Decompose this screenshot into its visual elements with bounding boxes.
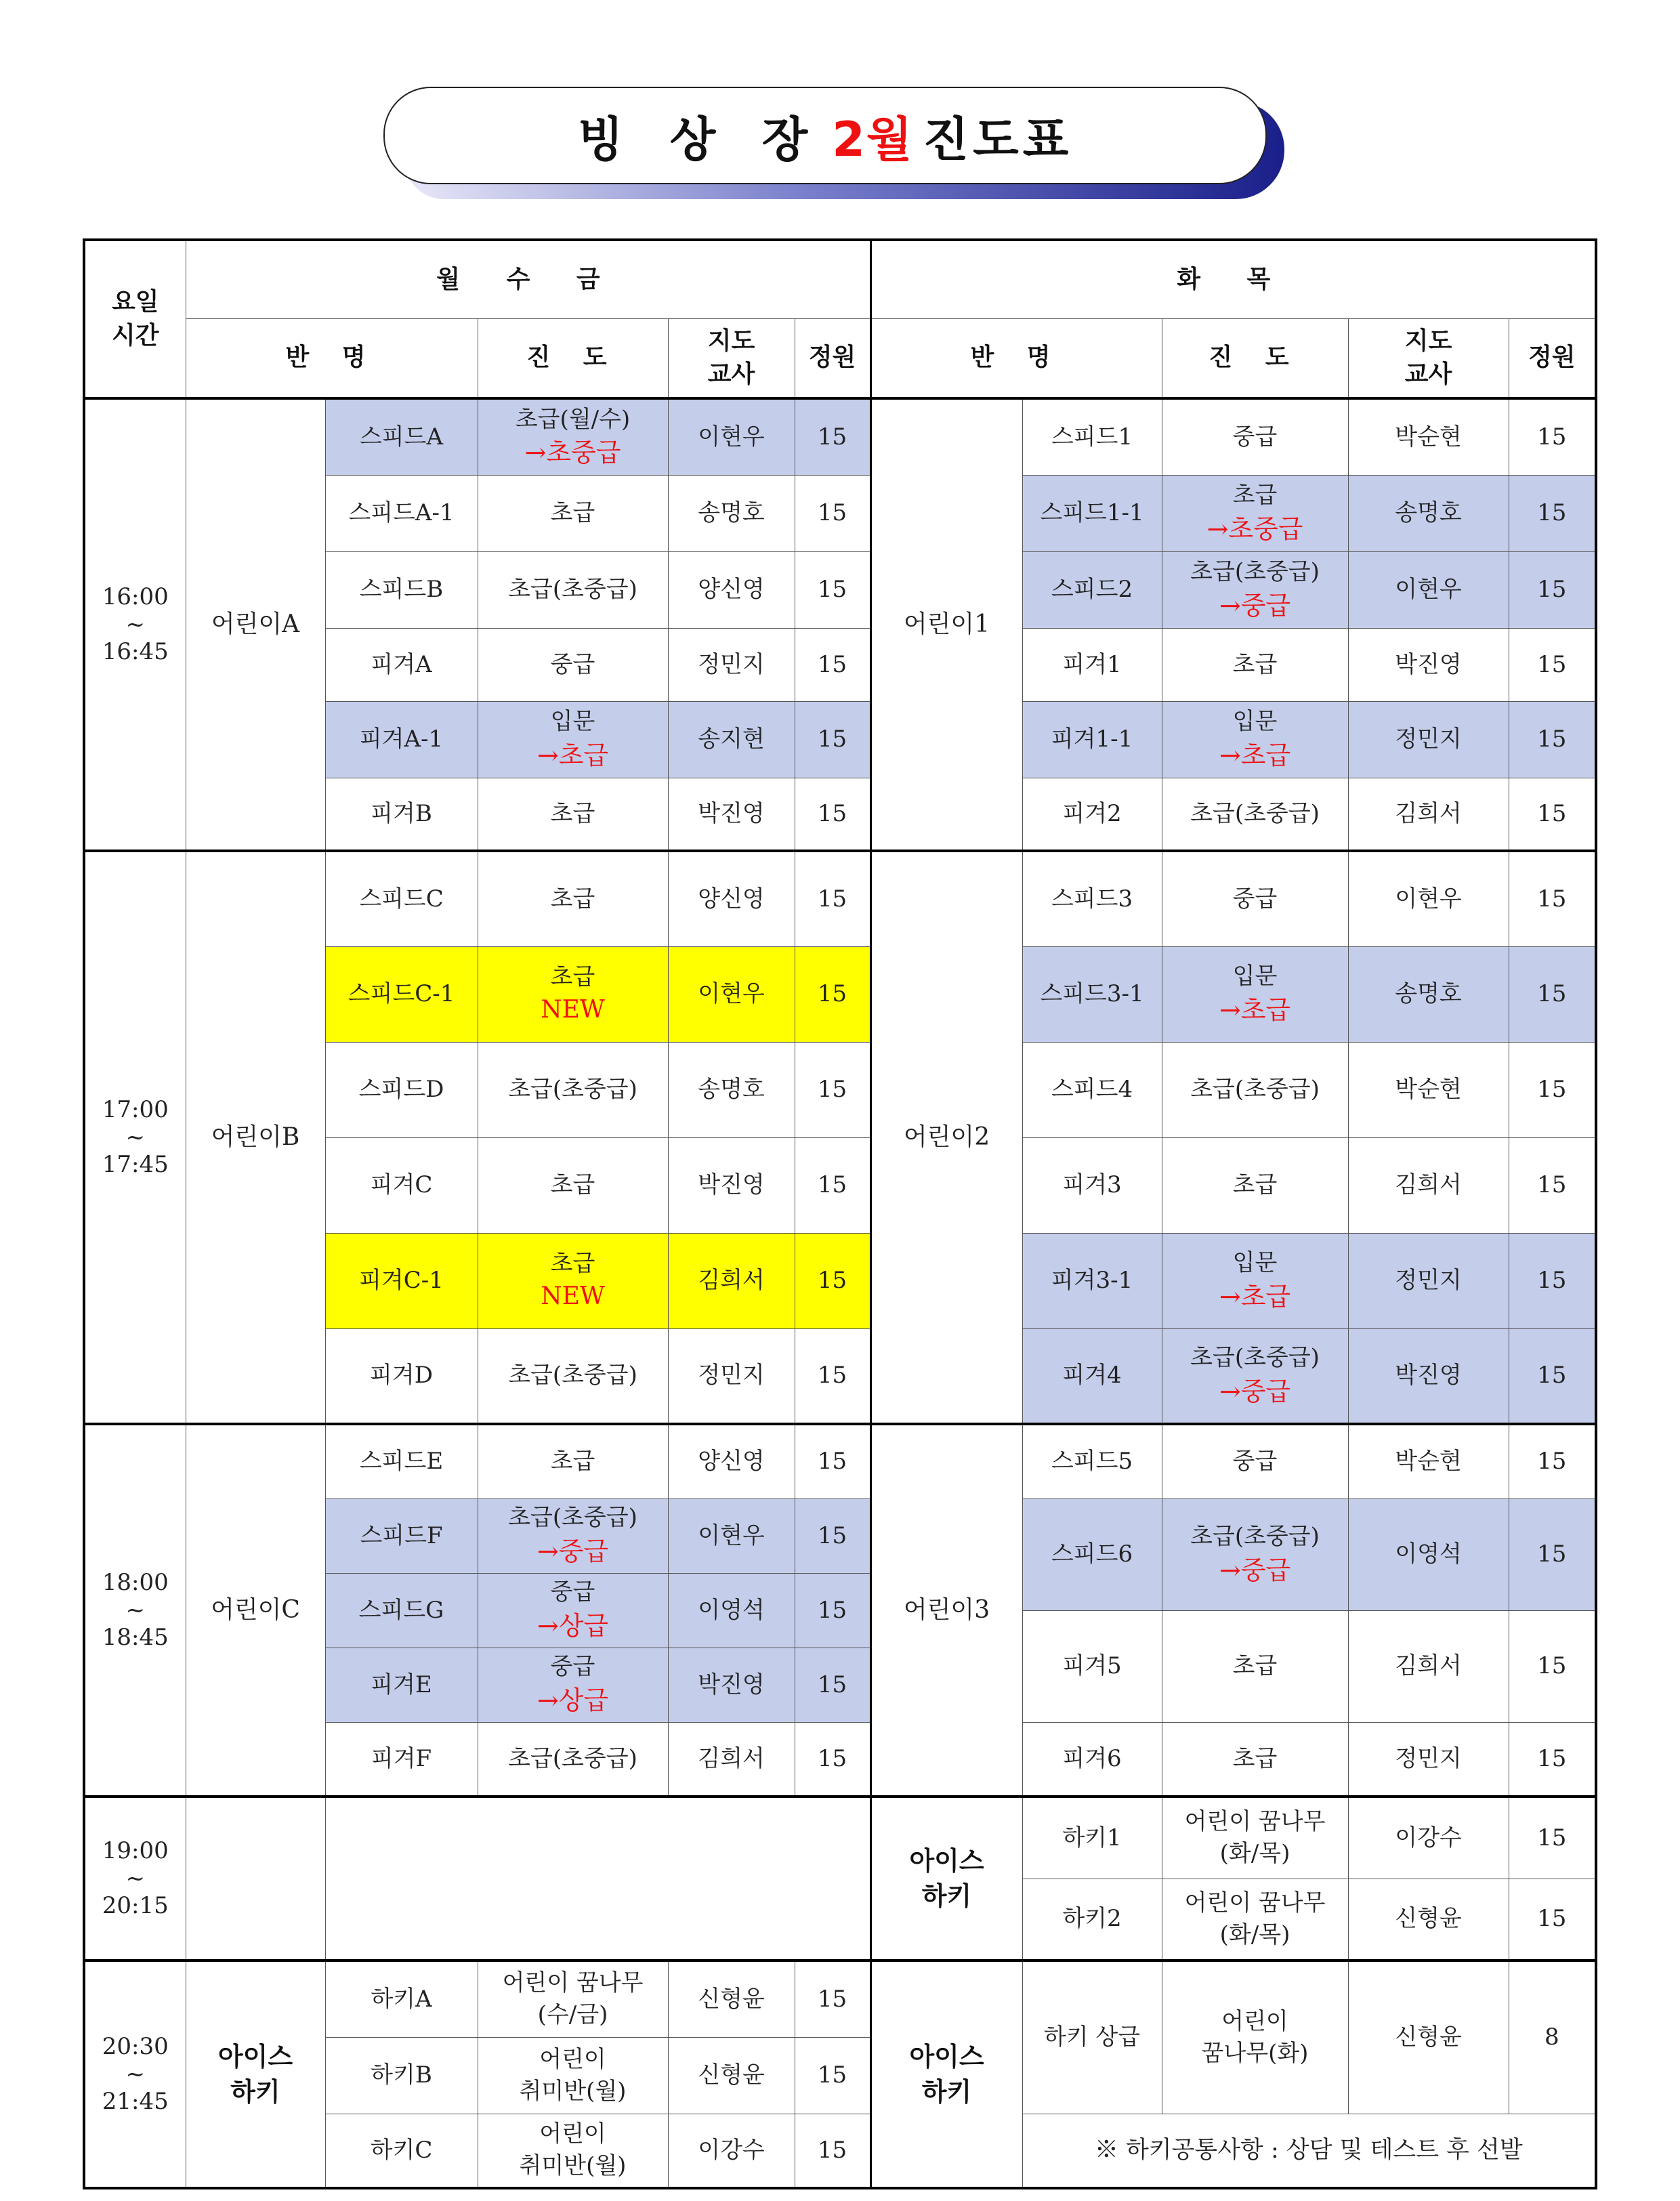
title-banner [383,87,1291,201]
teacher-name: 정민지 [1348,1233,1509,1328]
class-name: 스피드A [325,398,478,475]
capacity-value: 15 [1509,1797,1596,1879]
progress-cell: 중급 [478,628,668,701]
class-name: 스피드D [325,1042,478,1137]
class-name: 피겨3 [1022,1137,1162,1233]
progress-cell: 어린이 꿈나무 (수/금) [478,1961,668,2037]
capacity-value: 15 [795,1328,870,1424]
progress-cell: 초급 [1162,1137,1348,1233]
class-name: 하키 상급 [1022,1961,1162,2114]
schedule-table [83,238,1597,2189]
capacity-value: 15 [795,1573,870,1648]
capacity-value: 15 [795,1233,870,1328]
progress-cell: 어린이 꿈나무(화) [1162,1961,1348,2114]
progress-cell: 초급(초중급) [1162,778,1348,851]
progress-cell: 어린이 꿈나무 (화/목) [1162,1879,1348,1961]
time-slot: 19:00 ~ 20:15 [84,1797,186,1961]
capacity-value: 15 [795,2114,870,2188]
capacity-value: 15 [795,475,870,551]
progress-cell: 초급 NEW [478,946,668,1042]
new-badge: NEW [541,996,605,1024]
teacher-name: 정민지 [1348,1722,1509,1797]
teacher-name: 박진영 [668,1137,795,1233]
progress-cell: 입문 →초급 [1162,701,1348,778]
capacity-value: 15 [795,1961,870,2037]
teacher-name: 이영석 [668,1573,795,1648]
progress-cell: 초급 NEW [478,1233,668,1328]
class-name: 피겨C-1 [325,1233,478,1328]
class-name: 스피드3 [1022,851,1162,946]
progress-cell: 초급(초중급) [1162,1042,1348,1137]
progress-cell: 중급 →상급 [478,1648,668,1722]
progress-cell: 초급(초중급) →중급 [1162,1328,1348,1424]
progress-cell: 초급 [478,1137,668,1233]
progress-cell: 초급(초중급) →중급 [1162,1498,1348,1610]
mwf-group-header: 월 수 금 [186,240,870,318]
capacity-value: 15 [795,2037,870,2114]
capacity-value: 15 [795,1424,870,1498]
teacher-name: 박순현 [1348,398,1509,475]
class-name: 스피드C [325,851,478,946]
teacher-name: 박진영 [1348,1328,1509,1424]
capacity-value: 15 [1509,398,1596,475]
teacher-name: 박순현 [1348,1424,1509,1498]
progress-cell: 어린이 취미반(월) [478,2037,668,2114]
capacity-value: 15 [795,1042,870,1137]
capacity-value: 15 [1509,628,1596,701]
class-name: 피겨1 [1022,628,1162,701]
capacity-value: 15 [1509,701,1596,778]
progress-cell: 초급 [1162,1722,1348,1797]
capacity-value: 15 [1509,851,1596,946]
capacity-value: 15 [795,701,870,778]
time-slot: 20:30 ~ 21:45 [84,1961,186,2188]
progress-cell: 초급 [478,778,668,851]
teacher-name: 이현우 [668,398,795,475]
teacher-name: 이영석 [1348,1498,1509,1610]
class-name: 스피드B [325,551,478,628]
class-name: 피겨2 [1022,778,1162,851]
teacher-name: 이현우 [668,1498,795,1573]
col-class-header: 반 명 [186,318,478,398]
progress-cell: 초급 [1162,1610,1348,1722]
group-name: 어린이2 [870,851,1022,1424]
teacher-name: 송명호 [668,1042,795,1137]
capacity-value: 15 [795,851,870,946]
teacher-name: 이현우 [1348,551,1509,628]
teacher-name: 이강수 [1348,1797,1509,1879]
teacher-name: 김희서 [1348,1610,1509,1722]
capacity-value: 15 [795,628,870,701]
progress-cell: 초급 [478,1424,668,1498]
progress-cell: 초급 [1162,628,1348,701]
group-name: 아이스 하키 [870,1797,1022,1961]
teacher-name: 박진영 [668,778,795,851]
title-suffix: 진도표 [923,111,1073,167]
progress-cell: 초급(초중급) →중급 [1162,551,1348,628]
title-prefix: 빙 상 장 [577,111,823,167]
group-name: 어린이1 [870,398,1022,851]
teacher-name: 김희서 [1348,1137,1509,1233]
group-name: 어린이B [186,851,325,1424]
progress-cell: 초급 [478,851,668,946]
progress-cell: 중급 →상급 [478,1573,668,1648]
class-name: 피겨4 [1022,1328,1162,1424]
group-name: 어린이C [186,1424,325,1797]
class-name: 피겨F [325,1722,478,1797]
teacher-name: 양신영 [668,551,795,628]
teacher-name: 이현우 [668,946,795,1042]
class-name: 피겨3-1 [1022,1233,1162,1328]
title-month: 2월 [832,111,914,167]
capacity-value: 15 [1509,1233,1596,1328]
capacity-value: 8 [1509,1961,1596,2114]
progress-cell: 초급 [478,475,668,551]
class-name: 스피드E [325,1424,478,1498]
group-name: 어린이3 [870,1424,1022,1797]
capacity-value: 15 [795,778,870,851]
capacity-value: 15 [795,398,870,475]
class-name: 피겨A [325,628,478,701]
capacity-value: 15 [1509,1042,1596,1137]
empty-cell [325,1797,870,1961]
teacher-name: 정민지 [1348,701,1509,778]
day-time-header: 요일 시간 [84,240,186,398]
table-row [84,1961,1596,2037]
col-class-header: 반 명 [870,318,1162,398]
table-row [84,1424,1596,1461]
progress-cell: 입문 →초급 [1162,946,1348,1042]
teacher-name: 양신영 [668,851,795,946]
table-row [84,398,1596,475]
class-name: 스피드C-1 [325,946,478,1042]
progress-cell: 초급(초중급) [478,1042,668,1137]
teacher-name: 신형윤 [1348,1879,1509,1961]
class-name: 스피드A-1 [325,475,478,551]
teacher-name: 송명호 [668,475,795,551]
hockey-note: ※ 하키공통사항 : 상담 및 테스트 후 선발 [1022,2114,1596,2188]
tt-group-header: 화 목 [870,240,1596,318]
teacher-name: 송지현 [668,701,795,778]
class-name: 스피드5 [1022,1424,1162,1498]
class-name: 스피드F [325,1498,478,1573]
capacity-value: 15 [1509,1610,1596,1722]
class-name: 피겨A-1 [325,701,478,778]
progress-cell: 초급(초중급) →중급 [478,1498,668,1573]
progress-cell: 입문 →초급 [1162,1233,1348,1328]
class-name: 피겨D [325,1328,478,1424]
group-name: 어린이A [186,398,325,851]
class-name: 스피드1 [1022,398,1162,475]
capacity-value: 15 [1509,1879,1596,1961]
time-slot: 18:00 ~ 18:45 [84,1424,186,1797]
progress-cell: 입문 →초급 [478,701,668,778]
capacity-value: 15 [795,551,870,628]
class-name: 스피드6 [1022,1498,1162,1610]
group-name: 아이스 하키 [186,1961,325,2188]
capacity-value: 15 [1509,1722,1596,1797]
progress-cell: 어린이 꿈나무 (화/목) [1162,1797,1348,1879]
progress-cell: 초급(초중급) [478,1328,668,1424]
capacity-value: 15 [795,1137,870,1233]
teacher-name: 박진영 [668,1648,795,1722]
col-progress-header: 진 도 [1162,318,1348,398]
progress-cell: 중급 [1162,851,1348,946]
capacity-value: 15 [1509,475,1596,551]
capacity-value: 15 [1509,551,1596,628]
class-name: 스피드4 [1022,1042,1162,1137]
class-name: 피겨6 [1022,1722,1162,1797]
teacher-name: 송명호 [1348,475,1509,551]
class-name: 스피드G [325,1573,478,1648]
progress-cell: 중급 [1162,398,1348,475]
teacher-name: 정민지 [668,1328,795,1424]
progress-cell: 중급 [1162,1424,1348,1498]
progress-cell: 초급(월/수) →초중급 [478,398,668,475]
time-slot: 16:00 ~ 16:45 [84,398,186,851]
teacher-name: 신형윤 [668,2037,795,2114]
teacher-name: 김희서 [668,1722,795,1797]
capacity-value: 15 [795,1648,870,1722]
teacher-name: 이현우 [1348,851,1509,946]
table-row [84,1797,1596,1879]
class-name: 스피드3-1 [1022,946,1162,1042]
col-teacher-header: 지도 교사 [668,318,795,398]
teacher-name: 김희서 [668,1233,795,1328]
teacher-name: 신형윤 [1348,1961,1509,2114]
group-name: 아이스 하키 [870,1961,1022,2188]
class-name: 하키C [325,2114,478,2188]
teacher-name: 양신영 [668,1424,795,1498]
new-badge: NEW [541,1282,605,1311]
progress-cell: 초급 →초중급 [1162,475,1348,551]
teacher-name: 이강수 [668,2114,795,2188]
table-row [84,851,1596,946]
teacher-name: 송명호 [1348,946,1509,1042]
class-name: 스피드2 [1022,551,1162,628]
capacity-value: 15 [1509,1424,1596,1498]
teacher-name: 박순현 [1348,1042,1509,1137]
teacher-name: 신형윤 [668,1961,795,2037]
class-name: 피겨5 [1022,1610,1162,1722]
col-capacity-header: 정원 [795,318,870,398]
capacity-value: 15 [795,946,870,1042]
teacher-name: 박진영 [1348,628,1509,701]
class-name: 피겨C [325,1137,478,1233]
col-progress-header: 진 도 [478,318,668,398]
page-title [383,87,1267,184]
progress-cell: 어린이 취미반(월) [478,2114,668,2188]
capacity-value: 15 [1509,946,1596,1042]
capacity-value: 15 [1509,778,1596,851]
capacity-value: 15 [795,1498,870,1573]
capacity-value: 15 [795,1722,870,1797]
empty-cell [186,1797,325,1961]
class-name: 하키B [325,2037,478,2114]
col-teacher-header: 지도 교사 [1348,318,1509,398]
class-name: 피겨B [325,778,478,851]
class-name: 하키1 [1022,1797,1162,1879]
capacity-value: 15 [1509,1498,1596,1610]
class-name: 하키2 [1022,1879,1162,1961]
time-slot: 17:00 ~ 17:45 [84,851,186,1424]
col-capacity-header: 정원 [1509,318,1596,398]
class-name: 하키A [325,1961,478,2037]
teacher-name: 김희서 [1348,778,1509,851]
capacity-value: 15 [1509,1137,1596,1233]
progress-cell: 초급(초중급) [478,1722,668,1797]
class-name: 스피드1-1 [1022,475,1162,551]
capacity-value: 15 [1509,1328,1596,1424]
progress-cell: 초급(초중급) [478,551,668,628]
class-name: 피겨E [325,1648,478,1722]
teacher-name: 정민지 [668,628,795,701]
class-name: 피겨1-1 [1022,701,1162,778]
